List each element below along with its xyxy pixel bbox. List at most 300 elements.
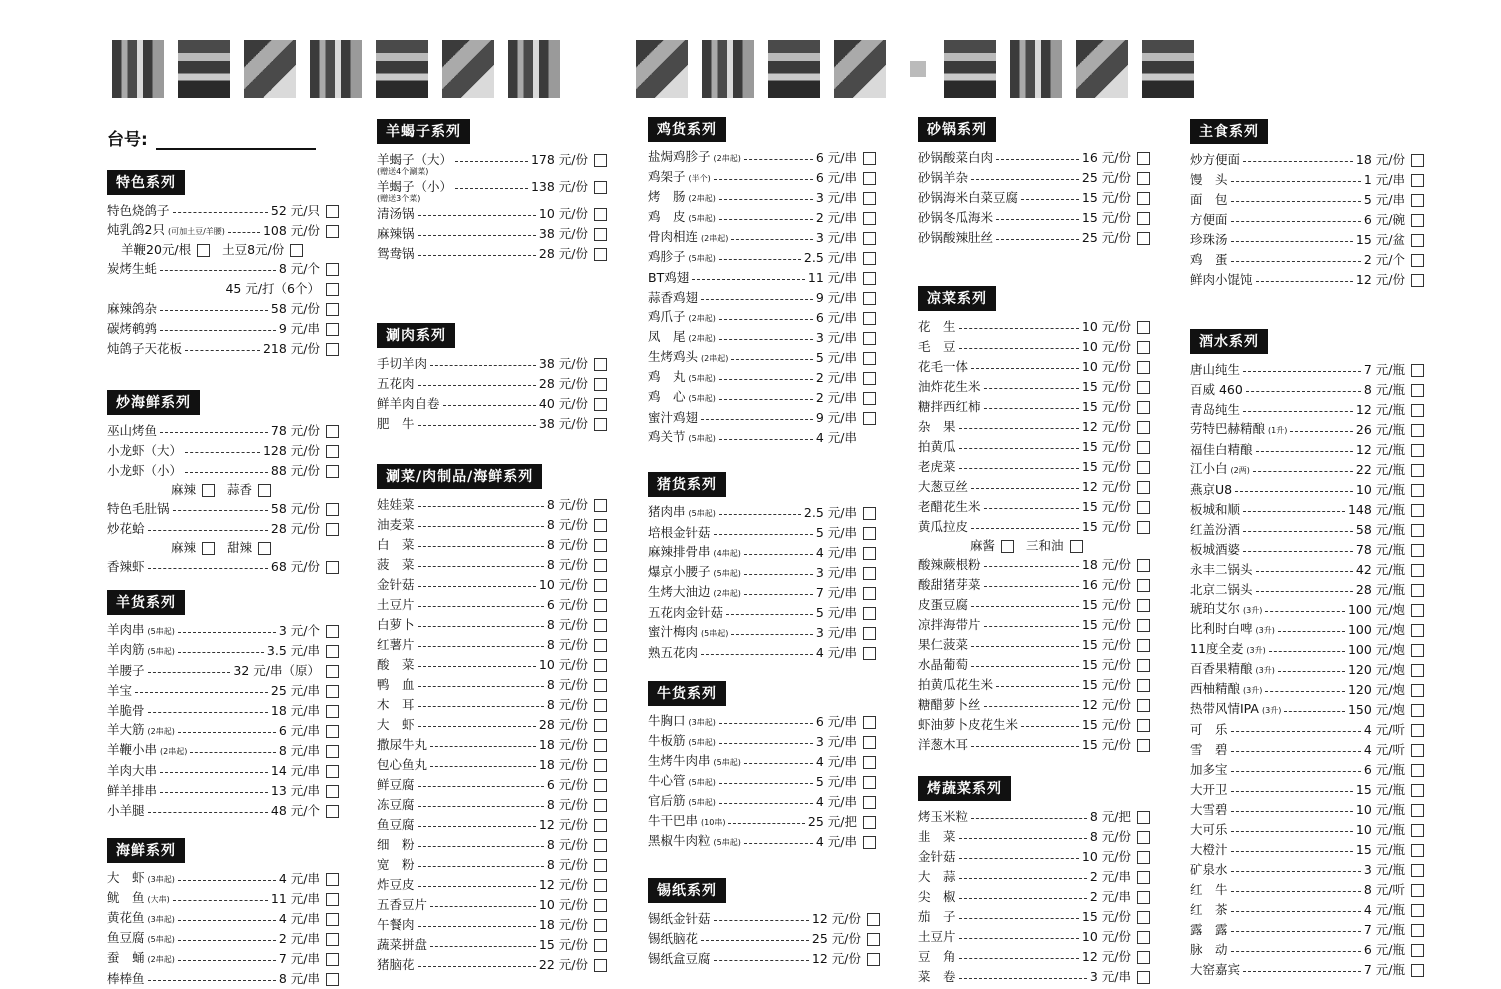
menu-item-row (648, 388, 876, 408)
menu-item-price: 12 元/份 (811, 951, 861, 966)
menu-item-name: 冻豆腐 (377, 797, 415, 812)
order-checkbox[interactable] (1137, 559, 1150, 572)
order-checkbox[interactable] (594, 899, 607, 912)
menu-item-price: 28 元/份 (538, 376, 588, 391)
order-checkbox[interactable] (326, 425, 339, 438)
order-checkbox[interactable] (1411, 234, 1424, 247)
order-checkbox[interactable] (326, 343, 339, 356)
order-checkbox[interactable] (594, 819, 607, 832)
leader-dashes (1021, 726, 1079, 727)
menu-item-price: 6 元/碗 (1363, 212, 1405, 227)
order-checkbox[interactable] (1137, 481, 1150, 494)
menu-item-name: 大窑嘉宾 (1190, 962, 1241, 977)
order-checkbox[interactable] (1137, 851, 1150, 864)
menu-item-name: 茄 子 (918, 909, 956, 924)
order-checkbox[interactable] (863, 332, 876, 345)
order-checkbox[interactable] (1137, 639, 1150, 652)
pixelated-title-glyph (376, 40, 428, 98)
order-checkbox[interactable] (863, 527, 876, 540)
order-checkbox[interactable] (863, 567, 876, 580)
order-checkbox[interactable] (1411, 904, 1424, 917)
menu-item-name: 方便面 (1190, 212, 1228, 227)
menu-item-row (107, 441, 339, 461)
order-checkbox[interactable] (867, 913, 880, 926)
menu-item-price: 3 元/串 (815, 734, 857, 749)
order-checkbox[interactable] (1137, 911, 1150, 924)
order-checkbox[interactable] (1411, 924, 1424, 937)
menu-item-price: 13 元/串 (270, 783, 320, 798)
leader-dashes (959, 838, 1087, 839)
option-checkbox[interactable] (202, 484, 215, 497)
order-checkbox[interactable] (1411, 604, 1424, 617)
menu-item-name: 鱼豆腐 (377, 817, 415, 832)
leader-dashes (160, 432, 268, 433)
menu-item-name: 碳烤鹌鹑 (107, 321, 158, 336)
order-checkbox[interactable] (1411, 364, 1424, 377)
order-checkbox[interactable] (594, 939, 607, 952)
order-checkbox[interactable] (594, 879, 607, 892)
order-checkbox[interactable] (863, 372, 876, 385)
order-checkbox[interactable] (863, 647, 876, 660)
order-checkbox[interactable] (326, 523, 339, 536)
leader-dashes (744, 594, 813, 595)
order-checkbox[interactable] (867, 953, 880, 966)
menu-item-name: 牛干巴串 (10串) (648, 813, 726, 828)
order-checkbox[interactable] (594, 959, 607, 972)
leader-dashes (714, 179, 813, 180)
order-checkbox[interactable] (326, 913, 339, 926)
order-checkbox[interactable] (1137, 152, 1150, 165)
order-checkbox[interactable] (863, 232, 876, 245)
order-checkbox[interactable] (863, 736, 876, 749)
order-checkbox[interactable] (1137, 619, 1150, 632)
menu-item-row (1190, 540, 1424, 560)
order-checkbox[interactable] (1411, 424, 1424, 437)
menu-item-row (377, 695, 607, 715)
order-checkbox[interactable] (863, 272, 876, 285)
order-checkbox[interactable] (326, 745, 339, 758)
menu-item-row (1190, 360, 1424, 380)
section-heading: 羊货系列 (107, 590, 185, 615)
menu-item-row (648, 643, 876, 663)
order-checkbox[interactable] (594, 599, 607, 612)
menu-item-name: 青岛纯生 (1190, 402, 1241, 417)
menu-item-row (377, 935, 607, 955)
menu-item-name: 炖鸽子天花板 (107, 341, 183, 356)
menu-item-price: 10 元/份 (1081, 849, 1131, 864)
leader-dashes (971, 746, 1079, 747)
order-checkbox[interactable] (326, 873, 339, 886)
order-checkbox[interactable] (326, 805, 339, 818)
menu-item-row (648, 832, 876, 852)
menu-option-row (107, 481, 339, 499)
order-checkbox[interactable] (326, 725, 339, 738)
table-number-input-line[interactable] (156, 132, 316, 150)
order-checkbox[interactable] (594, 719, 607, 732)
order-checkbox[interactable] (1137, 811, 1150, 824)
order-checkbox[interactable] (1411, 214, 1424, 227)
menu-item-name: 砂锅酸辣肚丝 (918, 230, 994, 245)
order-checkbox[interactable] (1137, 381, 1150, 394)
leader-dashes (178, 920, 276, 921)
order-checkbox[interactable] (594, 799, 607, 812)
order-checkbox[interactable] (1137, 212, 1150, 225)
order-checkbox[interactable] (594, 519, 607, 532)
order-checkbox[interactable] (594, 539, 607, 552)
order-checkbox[interactable] (1137, 521, 1150, 534)
order-checkbox[interactable] (326, 973, 339, 986)
order-checkbox[interactable] (326, 205, 339, 218)
menu-item-row (1190, 940, 1424, 960)
order-checkbox[interactable] (326, 465, 339, 478)
leader-dashes (148, 980, 276, 981)
menu-item-price: 138 元/份 (530, 179, 588, 194)
order-checkbox[interactable] (1137, 599, 1150, 612)
order-checkbox[interactable] (1137, 719, 1150, 732)
option-checkbox[interactable] (258, 542, 271, 555)
menu-item-price: 8 元/串 (278, 743, 320, 758)
order-checkbox[interactable] (594, 208, 607, 221)
menu-item-price: 18 元/份 (538, 757, 588, 772)
leader-dashes (148, 712, 268, 713)
order-checkbox[interactable] (863, 816, 876, 829)
menu-item-name: 生烤鸡头 (2串起) (648, 349, 729, 364)
order-checkbox[interactable] (594, 699, 607, 712)
menu-item-row (918, 555, 1150, 575)
menu-section (648, 878, 880, 969)
order-checkbox[interactable] (1137, 401, 1150, 414)
menu-item-name: 羊肉大串 (107, 763, 158, 778)
order-checkbox[interactable] (1137, 971, 1150, 984)
option-checkbox[interactable] (290, 244, 303, 257)
order-checkbox[interactable] (1411, 254, 1424, 267)
order-checkbox[interactable] (594, 579, 607, 592)
order-checkbox[interactable] (1137, 232, 1150, 245)
leader-dashes (1231, 851, 1353, 852)
order-checkbox[interactable] (326, 953, 339, 966)
order-checkbox[interactable] (1137, 441, 1150, 454)
order-checkbox[interactable] (863, 756, 876, 769)
order-checkbox[interactable] (594, 919, 607, 932)
menu-item-price: 7 元/串 (278, 951, 320, 966)
order-checkbox[interactable] (1137, 361, 1150, 374)
option-checkbox[interactable] (1070, 540, 1083, 553)
leader-dashes (418, 586, 536, 587)
order-checkbox[interactable] (863, 716, 876, 729)
order-checkbox[interactable] (1411, 624, 1424, 637)
order-checkbox[interactable] (594, 248, 607, 261)
menu-item-price: 58 元/瓶 (1355, 522, 1405, 537)
order-checkbox[interactable] (1137, 172, 1150, 185)
table-number-field[interactable] (107, 125, 316, 150)
option-checkbox[interactable] (202, 542, 215, 555)
order-checkbox[interactable] (326, 765, 339, 778)
option-checkbox[interactable] (197, 244, 210, 257)
order-checkbox[interactable] (594, 154, 607, 167)
order-checkbox[interactable] (1411, 764, 1424, 777)
order-checkbox[interactable] (594, 559, 607, 572)
menu-item-note: (2串起) (713, 589, 741, 598)
menu-item-row (377, 177, 607, 197)
menu-item-name: 西柚精酿 (3升) (1190, 681, 1263, 696)
order-checkbox[interactable] (863, 587, 876, 600)
order-checkbox[interactable] (863, 776, 876, 789)
order-checkbox[interactable] (326, 503, 339, 516)
order-checkbox[interactable] (1137, 699, 1150, 712)
menu-item-note: (3串起) (147, 875, 175, 884)
menu-item-price: 8 元/个 (278, 261, 320, 276)
order-checkbox[interactable] (1411, 524, 1424, 537)
order-checkbox[interactable] (1411, 564, 1424, 577)
option-label: 羊鞭20元/根 (121, 242, 192, 257)
menu-item-row (918, 497, 1150, 517)
order-checkbox[interactable] (1411, 784, 1424, 797)
menu-item-name: 油麦菜 (377, 517, 415, 532)
order-checkbox[interactable] (1137, 192, 1150, 205)
order-checkbox[interactable] (1411, 484, 1424, 497)
order-checkbox[interactable] (1411, 154, 1424, 167)
leader-dashes (1243, 411, 1353, 412)
order-checkbox[interactable] (326, 893, 339, 906)
order-checkbox[interactable] (1137, 931, 1150, 944)
order-checkbox[interactable] (326, 323, 339, 336)
leader-dashes (744, 763, 813, 764)
menu-item-name: 砂锅海米白菜豆腐 (918, 190, 1019, 205)
menu-item-note: (5串起) (688, 738, 716, 747)
order-checkbox[interactable] (326, 263, 339, 276)
menu-item-price: 2 元/串 (815, 390, 857, 405)
order-checkbox[interactable] (594, 418, 607, 431)
order-checkbox[interactable] (1137, 321, 1150, 334)
leader-dashes (959, 898, 1087, 899)
order-checkbox[interactable] (1411, 384, 1424, 397)
menu-item-name: 烤玉米粒 (918, 809, 969, 824)
order-checkbox[interactable] (1411, 174, 1424, 187)
menu-item-name: 拍黄瓜花生米 (918, 677, 994, 692)
order-checkbox[interactable] (1137, 461, 1150, 474)
order-checkbox[interactable] (594, 358, 607, 371)
order-checkbox[interactable] (1411, 964, 1424, 977)
order-checkbox[interactable] (863, 152, 876, 165)
order-checkbox[interactable] (863, 627, 876, 640)
order-checkbox[interactable] (1411, 504, 1424, 517)
order-checkbox[interactable] (594, 839, 607, 852)
order-checkbox[interactable] (594, 779, 607, 792)
menu-item-name: 雪 碧 (1190, 742, 1228, 757)
menu-item-note: (5串起) (713, 569, 741, 578)
menu-item-price: 100 元/炮 (1347, 622, 1405, 637)
order-checkbox[interactable] (1411, 274, 1424, 287)
menu-item-name: 小龙虾（大） (107, 443, 183, 458)
order-checkbox[interactable] (863, 192, 876, 205)
order-checkbox[interactable] (863, 836, 876, 849)
pixelated-title-glyph (944, 40, 996, 98)
menu-item-price: 26 元/瓶 (1355, 422, 1405, 437)
order-checkbox[interactable] (1411, 444, 1424, 457)
section-heading: 主食系列 (1190, 119, 1268, 144)
order-checkbox[interactable] (326, 645, 339, 658)
order-checkbox[interactable] (863, 507, 876, 520)
leader-dashes (692, 279, 805, 280)
order-checkbox[interactable] (1137, 951, 1150, 964)
order-checkbox[interactable] (326, 685, 339, 698)
menu-item-price: 4 元/听 (1363, 742, 1405, 757)
menu-item-row (377, 595, 607, 615)
menu-item-price: 8 元/份 (546, 497, 588, 512)
menu-item-row (377, 715, 607, 735)
order-checkbox[interactable] (863, 547, 876, 560)
leader-dashes (1231, 831, 1353, 832)
menu-item-price: 7 元/瓶 (1363, 922, 1405, 937)
menu-section (377, 323, 607, 434)
section-heading: 酒水系列 (1190, 329, 1268, 354)
order-checkbox[interactable] (863, 212, 876, 225)
order-checkbox[interactable] (1411, 584, 1424, 597)
menu-item-note: (3串起) (688, 718, 716, 727)
order-checkbox[interactable] (326, 705, 339, 718)
order-checkbox[interactable] (1137, 739, 1150, 752)
order-checkbox[interactable] (1137, 421, 1150, 434)
leader-dashes (714, 534, 813, 535)
order-checkbox[interactable] (326, 303, 339, 316)
order-checkbox[interactable] (326, 225, 339, 238)
order-checkbox[interactable] (326, 283, 339, 296)
order-checkbox[interactable] (1411, 684, 1424, 697)
option-checkbox[interactable] (1001, 540, 1014, 553)
order-checkbox[interactable] (594, 759, 607, 772)
order-checkbox[interactable] (1137, 831, 1150, 844)
order-checkbox[interactable] (594, 859, 607, 872)
order-checkbox[interactable] (326, 665, 339, 678)
order-checkbox[interactable] (863, 796, 876, 809)
order-checkbox[interactable] (1411, 864, 1424, 877)
order-checkbox[interactable] (1411, 544, 1424, 557)
order-checkbox[interactable] (594, 659, 607, 672)
order-checkbox[interactable] (326, 445, 339, 458)
menu-item-name: 果仁菠菜 (918, 637, 969, 652)
menu-item-price: 6 元/瓶 (1363, 942, 1405, 957)
order-checkbox[interactable] (863, 312, 876, 325)
menu-item-row (1190, 440, 1424, 460)
order-checkbox[interactable] (1411, 194, 1424, 207)
order-checkbox[interactable] (863, 252, 876, 265)
leader-dashes (971, 818, 1087, 819)
order-checkbox[interactable] (1411, 664, 1424, 677)
menu-item-price: 12 元/份 (1355, 272, 1405, 287)
menu-item-price: 10 元/瓶 (1355, 822, 1405, 837)
order-checkbox[interactable] (863, 352, 876, 365)
menu-item-row (918, 675, 1150, 695)
order-checkbox[interactable] (863, 292, 876, 305)
menu-item-price: 4 元/串 (815, 794, 857, 809)
order-checkbox[interactable] (1411, 844, 1424, 857)
order-checkbox[interactable] (867, 933, 880, 946)
menu-item-price: 3 元/串 (815, 190, 857, 205)
leader-dashes (160, 792, 268, 793)
menu-item-price: 11 元/串 (270, 891, 320, 906)
order-checkbox[interactable] (1137, 891, 1150, 904)
menu-item-row (648, 563, 876, 583)
menu-item-price: 22 元/瓶 (1355, 462, 1405, 477)
menu-item-row (1190, 760, 1424, 780)
menu-item-row (1190, 620, 1424, 640)
order-checkbox[interactable] (863, 607, 876, 620)
menu-item-name: 土豆片 (377, 597, 415, 612)
order-checkbox[interactable] (1411, 824, 1424, 837)
order-checkbox[interactable] (1411, 944, 1424, 957)
order-checkbox[interactable] (594, 398, 607, 411)
menu-item-row (377, 955, 607, 975)
menu-item-row (918, 635, 1150, 655)
order-checkbox[interactable] (863, 412, 876, 425)
order-checkbox[interactable] (1411, 724, 1424, 737)
menu-item-name: 牛板筋 (5串起) (648, 733, 716, 748)
menu-item-row (377, 875, 607, 895)
order-checkbox[interactable] (1411, 884, 1424, 897)
pixelated-title-glyph (244, 40, 296, 98)
order-checkbox[interactable] (326, 933, 339, 946)
order-checkbox[interactable] (1137, 341, 1150, 354)
menu-item-name: 琥珀艾尔 (3升) (1190, 601, 1263, 616)
leader-dashes (455, 161, 528, 162)
leader-dashes (1256, 451, 1353, 452)
order-checkbox[interactable] (594, 181, 607, 194)
order-checkbox[interactable] (326, 785, 339, 798)
menu-item-price: 32 元/串（原） (233, 663, 320, 678)
leader-dashes (1265, 611, 1345, 612)
menu-item-price: 28 元/份 (270, 521, 320, 536)
order-checkbox[interactable] (1137, 501, 1150, 514)
leader-dashes (719, 199, 813, 200)
order-checkbox[interactable] (594, 378, 607, 391)
order-checkbox[interactable] (1411, 644, 1424, 657)
order-checkbox[interactable] (1137, 871, 1150, 884)
menu-item-row (377, 615, 607, 635)
order-checkbox[interactable] (1411, 744, 1424, 757)
menu-item-row (107, 761, 339, 781)
order-checkbox[interactable] (326, 625, 339, 638)
menu-item-name: 清汤锅 (377, 206, 415, 221)
menu-item-name: 面 包 (1190, 192, 1228, 207)
order-checkbox[interactable] (326, 561, 339, 574)
order-checkbox[interactable] (1411, 704, 1424, 717)
option-checkbox[interactable] (258, 484, 271, 497)
order-checkbox[interactable] (594, 619, 607, 632)
section-heading: 炒海鲜系列 (107, 390, 200, 415)
order-checkbox[interactable] (594, 739, 607, 752)
order-checkbox[interactable] (594, 679, 607, 692)
order-checkbox[interactable] (594, 228, 607, 241)
order-checkbox[interactable] (1411, 404, 1424, 417)
order-checkbox[interactable] (594, 499, 607, 512)
menu-item-price: 148 元/瓶 (1347, 502, 1405, 517)
order-checkbox[interactable] (1411, 464, 1424, 477)
leader-dashes (984, 388, 1079, 389)
menu-item-price: 11 元/串 (807, 270, 857, 285)
order-checkbox[interactable] (1137, 579, 1150, 592)
leader-dashes (418, 706, 544, 707)
order-checkbox[interactable] (863, 172, 876, 185)
order-checkbox[interactable] (863, 392, 876, 405)
order-checkbox[interactable] (594, 639, 607, 652)
section-heading: 烤蔬菜系列 (918, 776, 1011, 801)
order-checkbox[interactable] (1137, 659, 1150, 672)
order-checkbox[interactable] (1411, 804, 1424, 817)
leader-dashes (701, 654, 813, 655)
order-checkbox[interactable] (1137, 679, 1150, 692)
menu-item-price: 15 元/份 (1081, 637, 1131, 652)
menu-section (918, 286, 1150, 755)
